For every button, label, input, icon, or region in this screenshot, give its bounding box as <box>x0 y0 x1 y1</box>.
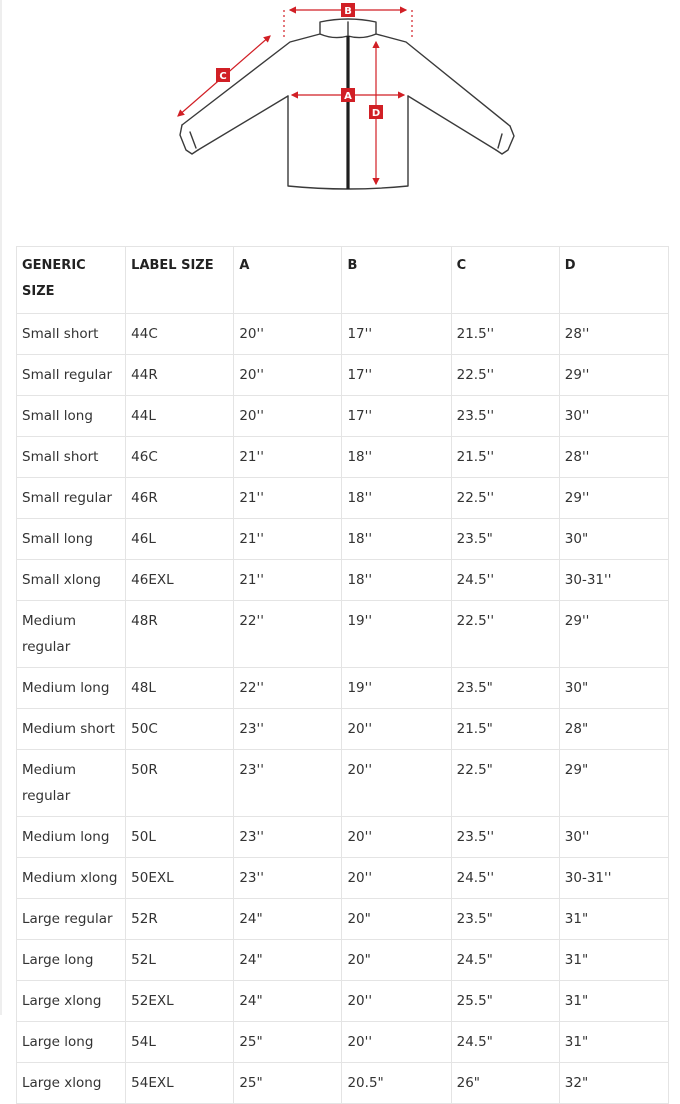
label-size-cell: 48R <box>126 601 234 668</box>
label-size-cell: 54L <box>126 1022 234 1063</box>
generic-size-cell: Medium regular <box>17 601 126 668</box>
measure-d-cell: 28'' <box>559 437 668 478</box>
measure-c-cell: 22.5" <box>451 750 559 817</box>
table-body <box>17 314 669 1104</box>
label-size-cell: 46R <box>126 478 234 519</box>
measure-a-cell: 23'' <box>234 817 342 858</box>
measure-b-cell: 20" <box>342 899 451 940</box>
measure-a-cell: 20'' <box>234 314 342 355</box>
measure-b-cell: 20'' <box>342 750 451 817</box>
measure-b-cell: 20'' <box>342 709 451 750</box>
label-size-cell: 44C <box>126 314 234 355</box>
measure-b-cell: 20'' <box>342 817 451 858</box>
measure-d-cell: 30-31'' <box>559 858 668 899</box>
table-row <box>17 314 669 355</box>
measure-a-cell: 20'' <box>234 355 342 396</box>
measure-b-cell: 20'' <box>342 1022 451 1063</box>
measure-c-cell: 25.5" <box>451 981 559 1022</box>
measure-a-cell: 21'' <box>234 519 342 560</box>
measure-c-cell: 23.5'' <box>451 817 559 858</box>
measure-b-cell: 19'' <box>342 601 451 668</box>
measure-d-cell: 29'' <box>559 601 668 668</box>
measure-c-cell: 21.5" <box>451 709 559 750</box>
generic-size-cell: Medium long <box>17 668 126 709</box>
badge-d <box>369 105 383 119</box>
table-row <box>17 899 669 940</box>
measure-b-cell: 18'' <box>342 478 451 519</box>
measure-d-cell: 31" <box>559 899 668 940</box>
label-size-cell: 52L <box>126 940 234 981</box>
measure-d-cell: 30" <box>559 668 668 709</box>
measure-a-cell: 21'' <box>234 478 342 519</box>
table-row <box>17 981 669 1022</box>
label-size-cell: 44R <box>126 355 234 396</box>
label-size-cell: 50R <box>126 750 234 817</box>
measure-a-cell: 20'' <box>234 396 342 437</box>
label-size-cell: 52EXL <box>126 981 234 1022</box>
measure-c-cell: 21.5'' <box>451 314 559 355</box>
measure-c-cell: 24.5'' <box>451 560 559 601</box>
header-d: D <box>559 247 668 314</box>
jacket-illustration <box>0 0 680 205</box>
table-row <box>17 1022 669 1063</box>
generic-size-cell: Small short <box>17 437 126 478</box>
measure-b-cell: 20'' <box>342 981 451 1022</box>
badge-b <box>341 3 355 17</box>
size-chart-table <box>16 246 669 1104</box>
header-c: C <box>451 247 559 314</box>
measure-b-cell: 18'' <box>342 519 451 560</box>
measure-b-cell: 18'' <box>342 437 451 478</box>
measure-c-cell: 23.5" <box>451 519 559 560</box>
generic-size-cell: Large long <box>17 940 126 981</box>
measure-d-cell: 28" <box>559 709 668 750</box>
measure-d-cell: 31" <box>559 1022 668 1063</box>
table-row <box>17 1063 669 1104</box>
measure-d-cell: 31" <box>559 940 668 981</box>
measure-d-cell: 30-31'' <box>559 560 668 601</box>
jacket-measurement-diagram <box>0 0 680 205</box>
measure-d-cell: 31" <box>559 981 668 1022</box>
measure-b-cell: 17'' <box>342 396 451 437</box>
measurement-lines <box>178 10 412 184</box>
label-size-cell: 46L <box>126 519 234 560</box>
measure-a-cell: 24" <box>234 899 342 940</box>
generic-size-cell: Small regular <box>17 478 126 519</box>
measure-b-cell: 19'' <box>342 668 451 709</box>
badge-a <box>341 88 355 102</box>
label-size-cell: 52R <box>126 899 234 940</box>
measure-d-cell: 29'' <box>559 478 668 519</box>
measure-d-cell: 30'' <box>559 396 668 437</box>
generic-size-cell: Large regular <box>17 899 126 940</box>
measure-c-cell: 22.5'' <box>451 601 559 668</box>
measure-b-cell: 20.5" <box>342 1063 451 1104</box>
generic-size-cell: Medium long <box>17 817 126 858</box>
measure-b-cell: 20'' <box>342 858 451 899</box>
measure-c-cell: 23.5" <box>451 668 559 709</box>
generic-size-cell: Small regular <box>17 355 126 396</box>
table-row <box>17 519 669 560</box>
label-size-cell: 46EXL <box>126 560 234 601</box>
table-row <box>17 355 669 396</box>
header-b: B <box>342 247 451 314</box>
table-row <box>17 858 669 899</box>
label-size-cell: 54EXL <box>126 1063 234 1104</box>
measure-a-cell: 24" <box>234 940 342 981</box>
measure-c-cell: 23.5" <box>451 899 559 940</box>
header-a: A <box>234 247 342 314</box>
label-size-cell: 48L <box>126 668 234 709</box>
table-row <box>17 601 669 668</box>
measure-b-cell: 17'' <box>342 355 451 396</box>
measure-a-cell: 22'' <box>234 668 342 709</box>
generic-size-cell: Small xlong <box>17 560 126 601</box>
measure-b-cell: 17'' <box>342 314 451 355</box>
measure-d-cell: 29" <box>559 750 668 817</box>
measure-c-cell: 24.5" <box>451 1022 559 1063</box>
label-size-cell: 44L <box>126 396 234 437</box>
table-row <box>17 817 669 858</box>
generic-size-cell: Large xlong <box>17 1063 126 1104</box>
measure-c-cell: 23.5'' <box>451 396 559 437</box>
generic-size-cell: Small short <box>17 314 126 355</box>
table-row <box>17 940 669 981</box>
generic-size-cell: Large xlong <box>17 981 126 1022</box>
measure-a-cell: 23'' <box>234 858 342 899</box>
table-row <box>17 396 669 437</box>
label-size-cell: 50L <box>126 817 234 858</box>
measure-d-cell: 28'' <box>559 314 668 355</box>
table-row <box>17 668 669 709</box>
generic-size-cell: Small long <box>17 519 126 560</box>
measure-a-cell: 25" <box>234 1022 342 1063</box>
svg-text:B: B <box>344 6 352 17</box>
measure-c-cell: 24.5" <box>451 940 559 981</box>
badge-c <box>216 68 230 82</box>
measure-d-cell: 30" <box>559 519 668 560</box>
table-row <box>17 709 669 750</box>
generic-size-cell: Medium short <box>17 709 126 750</box>
measure-d-cell: 30'' <box>559 817 668 858</box>
measure-c-cell: 22.5'' <box>451 355 559 396</box>
svg-text:C: C <box>219 71 227 82</box>
table-row <box>17 437 669 478</box>
measure-c-cell: 24.5'' <box>451 858 559 899</box>
measure-c-cell: 26" <box>451 1063 559 1104</box>
measure-a-cell: 25" <box>234 1063 342 1104</box>
measure-d-cell: 29'' <box>559 355 668 396</box>
generic-size-cell: Medium regular <box>17 750 126 817</box>
measure-a-cell: 23'' <box>234 750 342 817</box>
label-size-cell: 46C <box>126 437 234 478</box>
svg-text:D: D <box>371 108 381 119</box>
measure-a-cell: 22'' <box>234 601 342 668</box>
table-row <box>17 750 669 817</box>
measure-a-cell: 23'' <box>234 709 342 750</box>
measure-a-cell: 21'' <box>234 437 342 478</box>
generic-size-cell: Medium xlong <box>17 858 126 899</box>
measure-b-cell: 20" <box>342 940 451 981</box>
measure-c-cell: 22.5'' <box>451 478 559 519</box>
generic-size-cell: Small long <box>17 396 126 437</box>
measure-b-cell: 18'' <box>342 560 451 601</box>
label-size-cell: 50C <box>126 709 234 750</box>
table-header-row <box>17 247 669 314</box>
header-generic-size: GENERIC SIZE <box>17 247 126 314</box>
table-row <box>17 560 669 601</box>
svg-text:A: A <box>344 91 352 102</box>
measure-a-cell: 21'' <box>234 560 342 601</box>
generic-size-cell: Large long <box>17 1022 126 1063</box>
measure-c-cell: 21.5'' <box>451 437 559 478</box>
measure-a-cell: 24" <box>234 981 342 1022</box>
measure-d-cell: 32" <box>559 1063 668 1104</box>
header-label-size: LABEL SIZE <box>126 247 234 314</box>
table-row <box>17 478 669 519</box>
label-size-cell: 50EXL <box>126 858 234 899</box>
